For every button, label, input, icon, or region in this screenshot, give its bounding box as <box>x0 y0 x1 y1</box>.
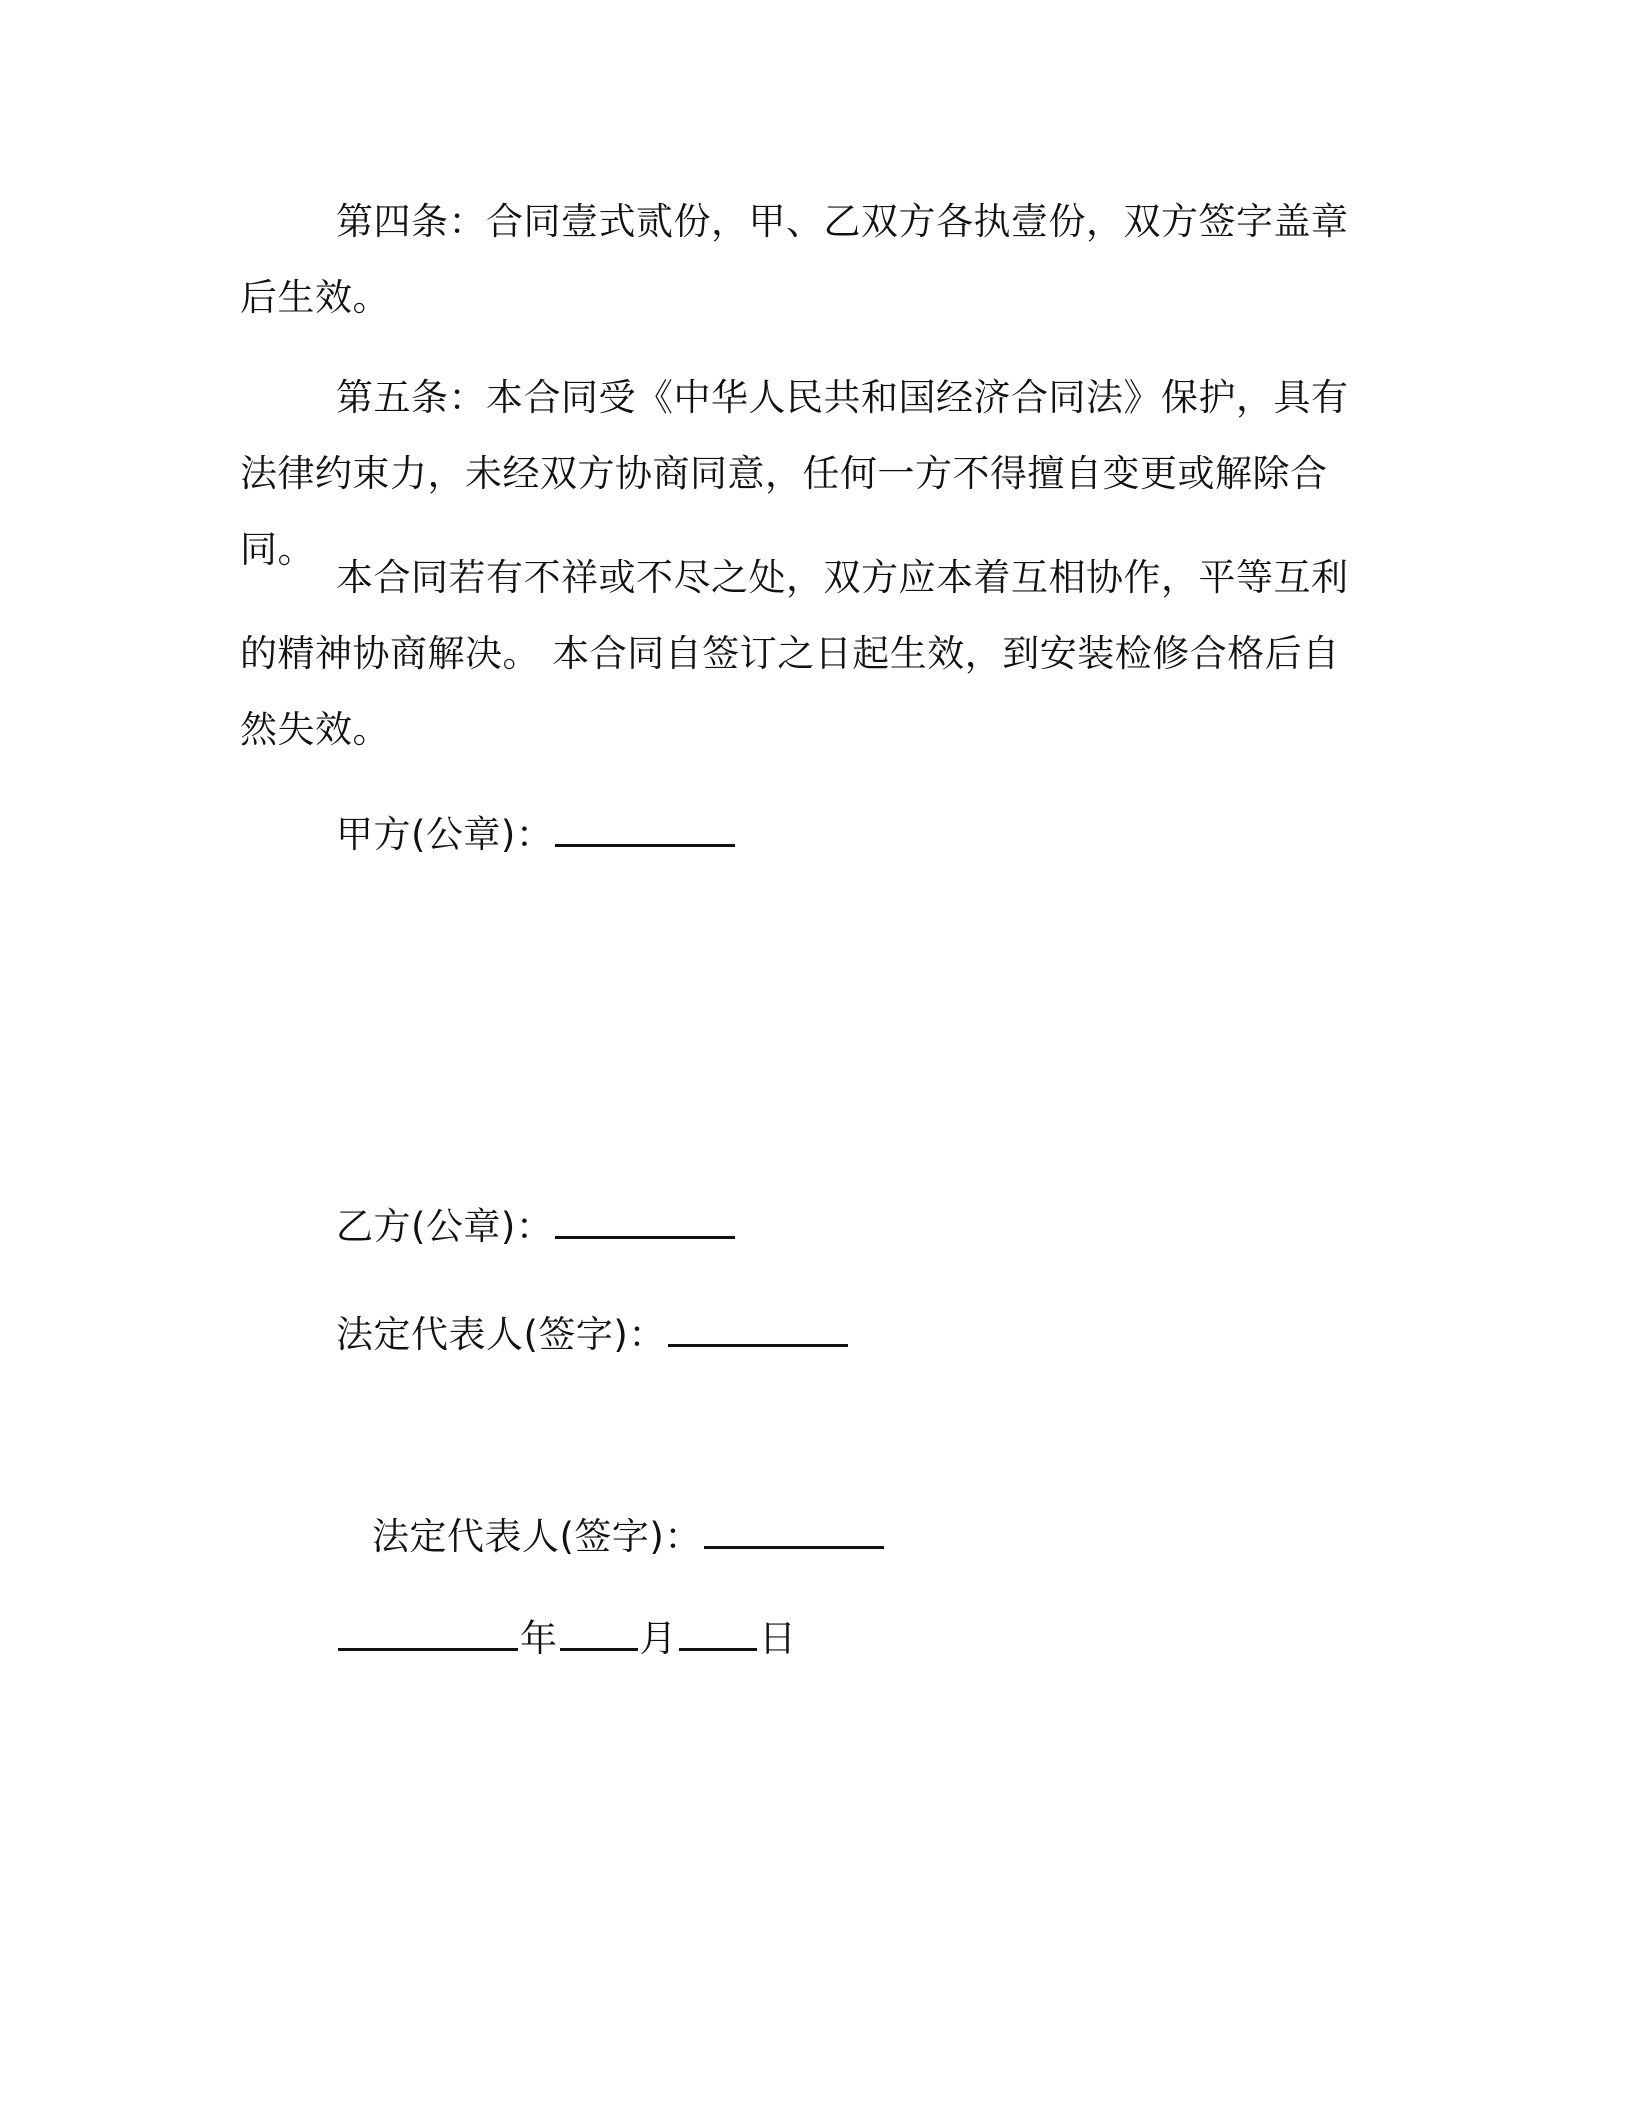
year-label: 年 <box>520 1617 558 1660</box>
day-label: 日 <box>759 1617 797 1660</box>
month-blank <box>560 1614 638 1651</box>
legal-rep-signature-blank-2 <box>704 1512 884 1549</box>
legal-rep-signature-line-2 <box>372 1512 886 1561</box>
legal-rep-label-1: 法定代表人(签字)： <box>336 1313 666 1356</box>
clause-five: 第五条：本合同受《中华人民共和国经济合同法》保护，具有法律约束力，未经双方协商同意，任何一方不得擅自变更或解除合同。 <box>240 376 1349 571</box>
party-a-seal-blank <box>555 810 735 847</box>
party-a-signature-line <box>336 810 737 859</box>
clause-four: 第四条：合同壹式贰份，甲、乙双方各执壹份，双方签字盖章后生效。 <box>240 200 1349 319</box>
legal-rep-signature-line-1 <box>336 1310 850 1359</box>
party-a-label: 甲方(公章)： <box>336 813 554 856</box>
party-b-seal-blank <box>555 1202 735 1239</box>
legal-rep-signature-blank-1 <box>668 1310 848 1347</box>
closing-paragraph: 本合同若有不祥或不尽之处，双方应本着互相协作，平等互利的精神协商解决。 本合同自签订之日起生效，到安装检修合格后自然失效。 <box>240 556 1349 751</box>
legal-rep-label-2: 法定代表人(签字)： <box>372 1515 702 1558</box>
year-blank <box>338 1614 518 1651</box>
month-label: 月 <box>639 1617 677 1660</box>
party-b-signature-line <box>336 1202 737 1251</box>
day-blank <box>679 1614 757 1651</box>
date-line <box>336 1614 797 1663</box>
party-b-label: 乙方(公章)： <box>336 1205 554 1248</box>
